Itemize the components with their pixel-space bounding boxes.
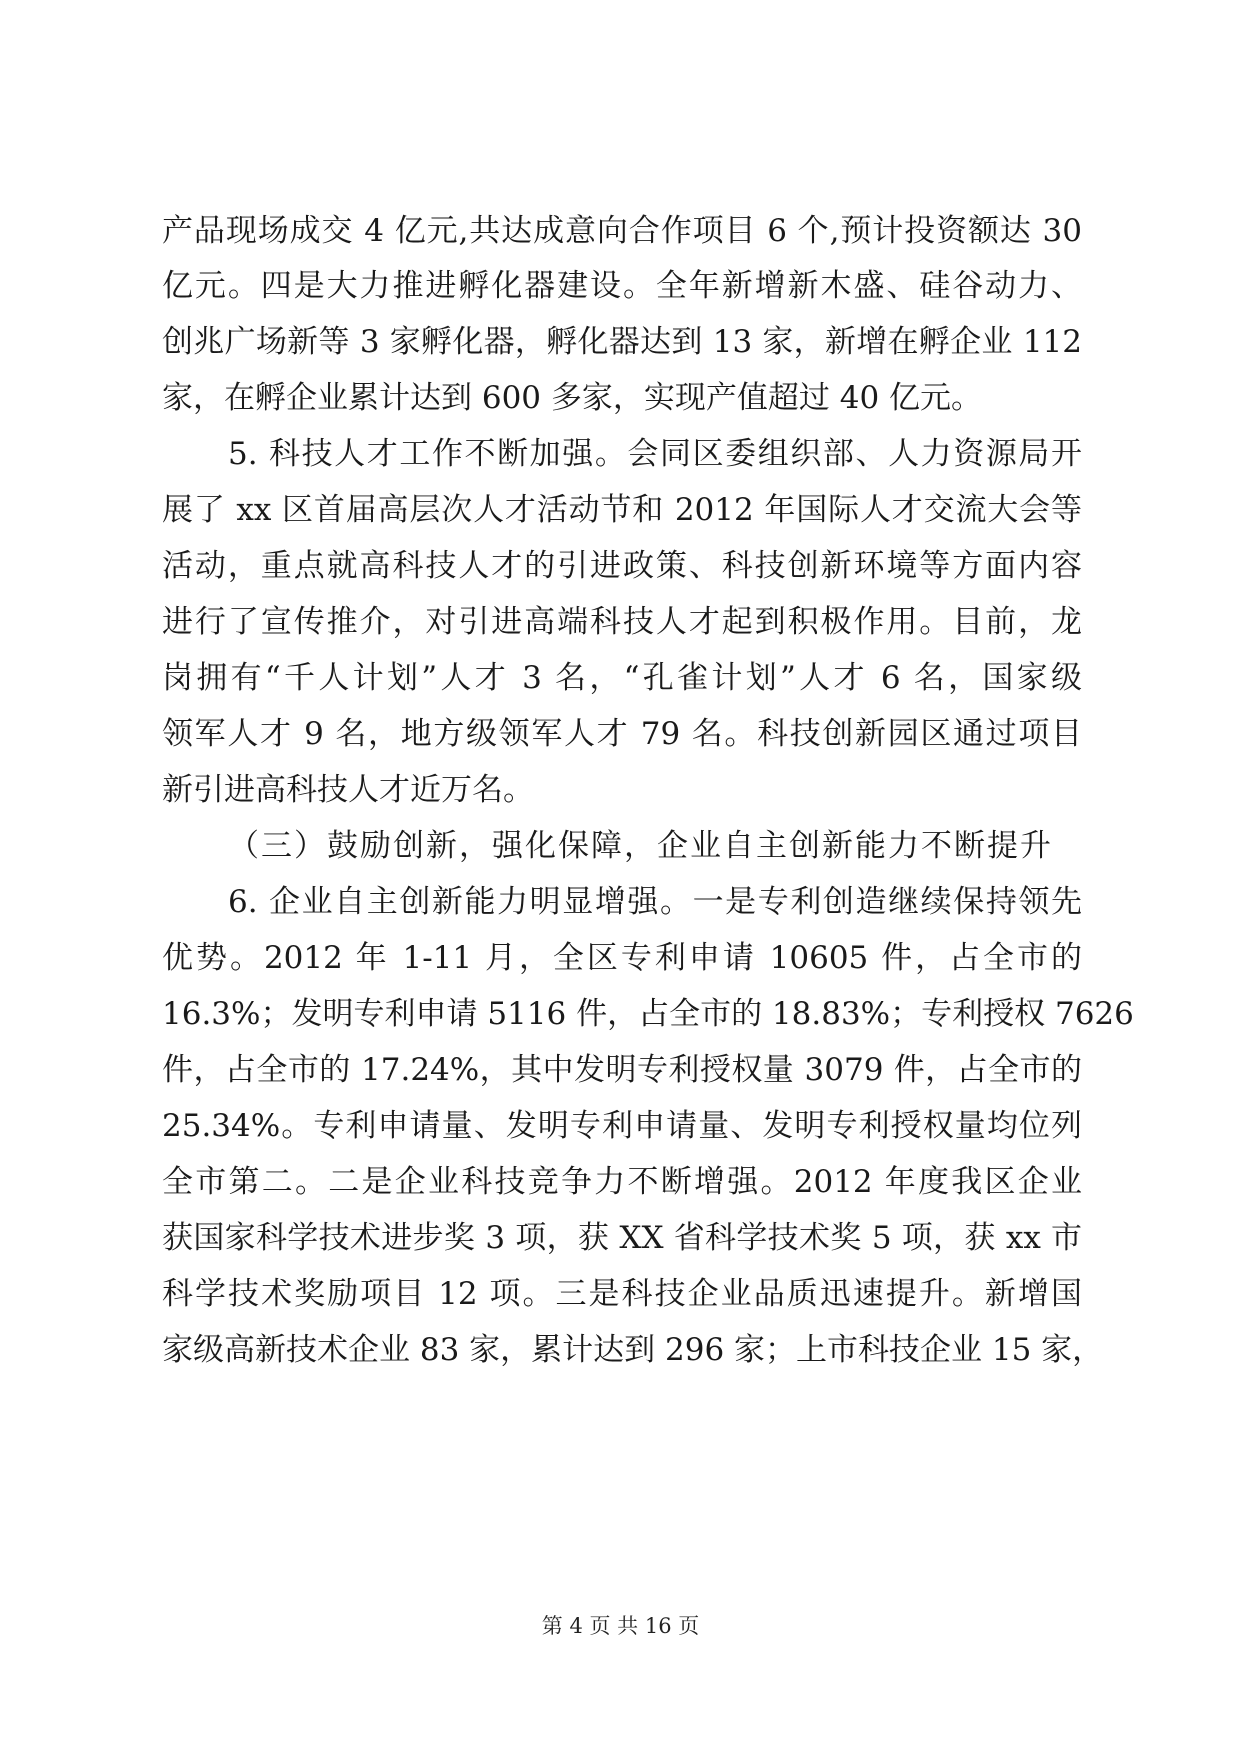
paragraph-first-line: 5. 科技人才工作不断加强。会同区委组织部、人力资源局开	[228, 436, 1082, 472]
text-line: 16.3%；发明专利申请 5116 件，占全市的 18.83%；专利授权 7626	[162, 996, 1134, 1032]
text-line: 优势。2012 年 1-11 月，全区专利申请 10605 件，占全市的	[162, 940, 1082, 976]
text-line: 亿元。四是大力推进孵化器建设。全年新增新木盛、硅谷动力、	[162, 268, 1082, 304]
text-line: 全市第二。二是企业科技竞争力不断增强。2012 年度我区企业	[162, 1164, 1082, 1200]
text-line: 家级高新技术企业 83 家，累计达到 296 家；上市科技企业 15 家，	[162, 1332, 1104, 1368]
text-line: 进行了宣传推介，对引进高端科技人才起到积极作用。目前，龙	[162, 604, 1082, 640]
text-line: 家，在孵企业累计达到 600 多家，实现产值超过 40 亿元。	[162, 380, 983, 416]
text-line: 产品现场成交 4 亿元,共达成意向合作项目 6 个,预计投资额达 30	[162, 213, 1082, 249]
section-heading: （三）鼓励创新，强化保障，企业自主创新能力不断提升	[228, 828, 1053, 864]
text-line: 新引进高科技人才近万名。	[162, 772, 534, 808]
text-line: 岗拥有“千人计划”人才 3 名，“孔雀计划”人才 6 名，国家级	[162, 660, 1082, 696]
paragraph-first-line: 6. 企业自主创新能力明显增强。一是专利创造继续保持领先	[228, 884, 1082, 920]
text-line: 获国家科学技术进步奖 3 项，获 XX 省科学技术奖 5 项，获 xx 市	[162, 1220, 1082, 1256]
text-line: 25.34%。专利申请量、发明专利申请量、发明专利授权量均位列	[162, 1108, 1082, 1144]
text-line: 活动，重点就高科技人才的引进政策、科技创新环境等方面内容	[162, 548, 1082, 584]
text-line: 领军人才 9 名，地方级领军人才 79 名。科技创新园区通过项目	[162, 716, 1082, 752]
text-line: 展了 xx 区首届高层次人才活动节和 2012 年国际人才交流大会等	[162, 492, 1082, 528]
page-footer: 第 4 页 共 16 页	[541, 1614, 700, 1638]
text-line: 创兆广场新等 3 家孵化器，孵化器达到 13 家，新增在孵企业 112	[162, 324, 1082, 360]
text-line: 件，占全市的 17.24%，其中发明专利授权量 3079 件，占全市的	[162, 1052, 1082, 1088]
text-line: 科学技术奖励项目 12 项。三是科技企业品质迅速提升。新增国	[162, 1276, 1082, 1312]
